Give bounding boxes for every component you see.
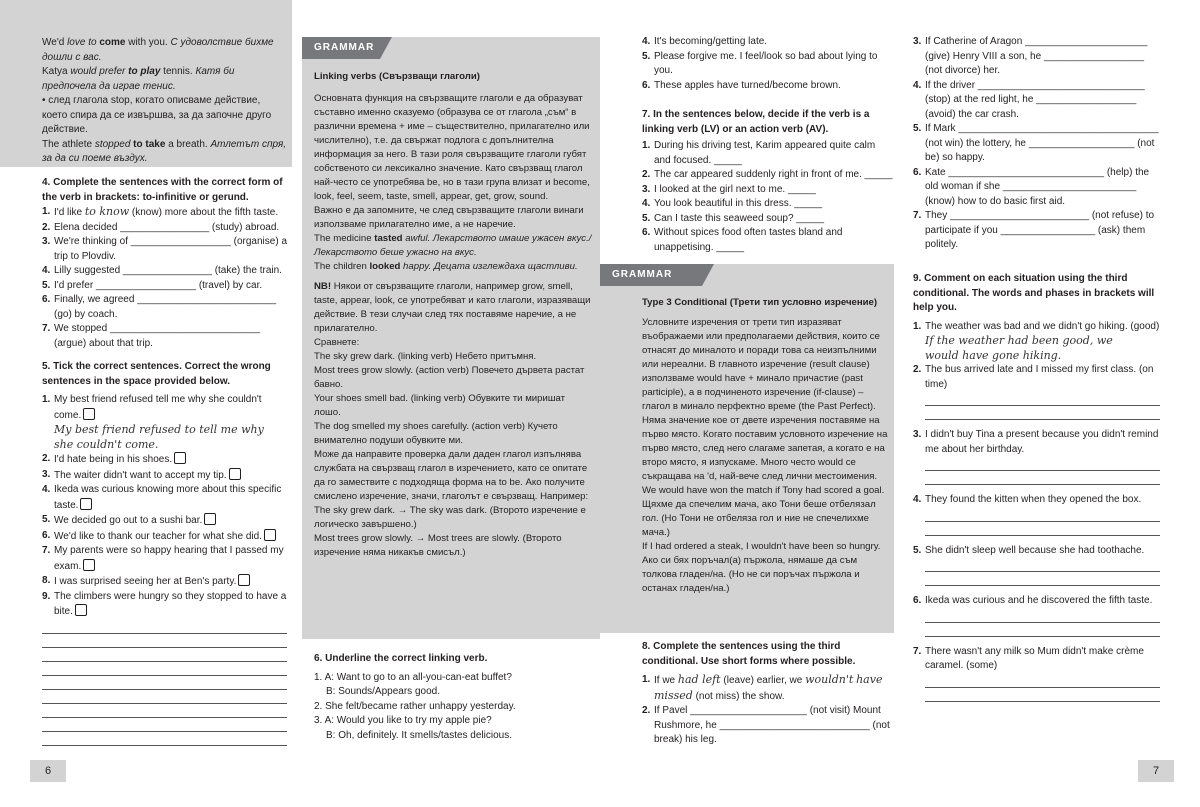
handwritten-answer: My best friend refused to tell me why (54, 423, 264, 436)
list-item: 3. The waiter didn't want to accept my tip. (42, 468, 287, 484)
handwritten-answer: had left (677, 673, 721, 686)
list-item: 7. There wasn't any milk so Mum didn't make crème caramel. (some) (913, 645, 1144, 671)
list-item: 3. I looked at the girl next to me. _____ (642, 183, 816, 195)
list-item: 1. During his driving test, Karim appeared quite calm and focused. _____ (642, 140, 876, 166)
list-item: 5. I'd prefer __________________ (travel) by car. (42, 279, 263, 291)
list-item: 5. Please forgive me. I feel/look so bad about lying to you. (642, 50, 878, 76)
exercise-4 (42, 176, 287, 351)
list-item: 4. Ikeda was curious knowing more about this specific taste. (42, 484, 282, 511)
list-item: 6. Without spices food often tastes bland and unappetising. _____ (642, 227, 843, 253)
list-item: 7. We stopped ___________________________ (argue) about that trip. (42, 323, 261, 349)
answer-lines[interactable] (913, 508, 1160, 536)
tick-box[interactable] (83, 408, 95, 420)
list-item: 7. They _________________________ (not refuse) to participate if you _________________ (ask) them politely. (913, 210, 1155, 250)
list-item: 4. If the driver ______________________________ (stop) at the red light, he __________________ (avoid) the car crash. (913, 79, 1145, 120)
list-item: 5. She didn't sleep well because she had toothache. (913, 544, 1145, 556)
grammar-linking-text: Linking verbs (Свързващи глаголи) Основната функция на свързващите глаголи е да образуват съставно именно сказуемо (образува се от глагола „съм“ в различни времена + име – съществително, прилагателно или числително), т.е. да свържат подлога с допълнителна информация за него. В тази роля свързващите глаголи губят собственото си лексикално значение. Като свързващ глагол най-често се употребява be, но в тази група влизат и become, look, feel, seem, taste, smell, appear, get, grow, sound. Важно е да запомните, че след свързващите глаголи винаги използваме прилагателно име, а не наречие. The medicine tasted awful. Лекарството имаше ужасен вкус./Лекарството беше ужасно на вкус. The children looked happy. Децата изглеждаха щастливи. NB! Някои от свързващите глаголи, например grow, smell, taste, appear, look, се употребяват и като глаголи, изразяващи действие. В тези случаи след тях поставяме наречие, а не прилагателно. Сравнете: The sky grew dark. (linking verb) Небето притъмня. Most trees grow slowly. (action verb) Повечето дървета растат бавно. Your shoes smell bad. (linking verb) Обувките ти миришат лошо. The dog smelled my shoes carefully. (action verb) Кучето внимателно подуши обувките ми. Може да направите проверка дали даден глагол изпълнява службата на свързващ глагол в изречението, като се опитате да го замествите с подходяща форма на to be. Ако получите смислено изречение, значи, глаголът е свързващ. Например: The sky grew dark. → The sky was dark. (Второто изречение е логическо завършено.) Most trees grow slowly. → Most trees are slowly. (Второто изречение няма никакъв смисъл.) (314, 71, 592, 558)
answer-lines[interactable] (42, 620, 287, 746)
exercise-8-title: 8. Complete the sentences using the third conditional. Use short forms where possible. (642, 641, 856, 667)
handwritten-answer: have missed (654, 673, 883, 702)
handwritten-answer: wouldn't (805, 673, 854, 686)
list-item: 1. My best friend refused tell me why she couldn't come. (42, 394, 262, 421)
list-item: 7. My parents were so happy hearing that I passed my exam. (42, 545, 284, 572)
list-item: 3. We're thinking of __________________ (organise) a trip to Plovdiv. (42, 236, 288, 262)
exercise-8-continued (913, 35, 1160, 253)
list-item: 4. It's becoming/getting late. (642, 36, 768, 47)
exercise-6-continued (642, 35, 892, 93)
grammar-badge: GRAMMAR (600, 264, 702, 286)
list-item: 4. They found the kitten when they opened the box. (913, 494, 1142, 505)
exercise-9-title: 9. Comment on each situation using the third conditional. The words and phases in brackets will help you. (913, 273, 1155, 313)
page-number-left: 6 (30, 760, 66, 782)
exercise-8 (642, 640, 894, 748)
grammar-conditional-text: Type 3 Conditional (Трети тип условно изречение) Условните изречения от трети тип изразяват въображаеми или предполагаеми действия, които се отнасят до миналото и поради това са неизпълними или нереални. В главното изречение (result clause) използваме would have + минало причастие (past participle), а в подчиненото изречение (if-clause) – глагол в минало перфектно време (the Past Perfect). Няма значение кое от двете изречения поставяме на първо място. Когато поставим условното изречение на първо място, след него слагаме запетая, а когато е на второ място, я изпускаме. Много често would се съкращава на 'd, най-вече след лични местоимения. We would have won the match if Tony had scored a goal. Щяхме да спечелим мача, ако Тони беше отбелязал гол. (Но Тони не отбеляза гол и ние не спечелихме мача.) If I had ordered a steak, I wouldn't have been so hungry. Ако си бях поръчал(а) пържола, нямаше да съм толкова гладен/на. (Но не си поръчах пържола и останах гладен/на.) (642, 297, 888, 594)
list-item: 1. If we had left (leave) earlier, we wouldn't have missed (not miss) the show. (642, 673, 883, 702)
answer-lines[interactable] (913, 558, 1160, 586)
exercise-6-title: 6. Underline the correct linking verb. (314, 653, 488, 664)
answer-lines[interactable] (913, 392, 1160, 420)
list-item: 6. Finally, we agreed _________________________ (go) by coach. (42, 294, 277, 320)
tick-box[interactable] (174, 452, 186, 464)
tick-box[interactable] (75, 604, 87, 616)
grammar-heading: Type 3 Conditional (Трети тип условно изречение) (642, 297, 878, 308)
exercise-4-title: 4. Complete the sentences with the correct form of the verb in brackets: to-infinitive or gerund. (42, 177, 283, 203)
list-item: 2. The bus arrived late and I missed my first class. (on time) (913, 364, 1154, 390)
list-item: 6. Ikeda was curious and he discovered the fifth taste. (913, 595, 1153, 606)
exercise-6: 6. Underline the correct linking verb. 1. A: Want to go to an all-you-can-eat buffet? B: Sounds/Appears good. 2. She felt/became rather unhappy yesterday. 3. A: Would you like to try my apple pie? B: Oh, definitely. It smells/tastes delicious. (314, 652, 594, 743)
exercise-7-title: 7. In the sentences below, decide if the verb is a linking verb (LV) or an action verb (AV). (642, 109, 870, 135)
list-item: 6. We'd like to thank our teacher for what she did. (42, 529, 287, 545)
list-item: 4. Lilly suggested ________________ (take) the train. (42, 265, 282, 276)
exercise-5-title: 5. Tick the correct sentences. Correct the wrong sentences in the space provided below. (42, 361, 271, 387)
tick-box[interactable] (83, 559, 95, 571)
tick-box[interactable] (80, 498, 92, 510)
handwritten-answer: to know (84, 205, 130, 218)
grammar-heading: Linking verbs (Свързващи глаголи) (314, 71, 480, 82)
list-item: 8. I was surprised seeing her at Ben's party. (42, 574, 287, 590)
list-item: 5. Can I taste this seaweed soup? _____ (642, 212, 825, 224)
exercise-5 (42, 360, 287, 746)
answer-lines[interactable] (913, 609, 1160, 637)
exercise-7 (642, 108, 894, 255)
list-item: 2. I'd hate being in his shoes. (42, 452, 287, 468)
tick-box[interactable] (204, 513, 216, 525)
list-item: 1. I'd like to know (know) more about the fifth taste. (42, 205, 279, 218)
list-item: 2. If Pavel _____________________ (not visit) Mount Rushmore, he ___________________________ (not break) his leg. (642, 705, 890, 745)
list-item: 2. Elena decided ________________ (study) abroad. (42, 221, 280, 233)
list-item: 3. If Catherine of Aragon ______________________ (give) Henry VIII a son, he __________________ (not divorce) her. (913, 36, 1148, 76)
list-item: 6. Kate ____________________________ (help) the old woman if she ________________________ (know) how to do basic first aid. (913, 166, 1150, 207)
list-item: 5. If Mark ____________________________________ (not win) the lottery, he ___________________ (not be) so happy. (913, 123, 1159, 163)
answer-lines[interactable] (913, 457, 1160, 485)
grammar-badge: GRAMMAR (302, 37, 380, 59)
list-item: 9. The climbers were hungry so they stopped to have a bite. (42, 590, 287, 617)
list-item: 3. I didn't buy Tina a present because you didn't remind me about her birthday. (913, 429, 1159, 455)
list-item: 1. The weather was bad and we didn't go hiking. (good) (913, 320, 1160, 332)
tick-box[interactable] (238, 574, 250, 586)
list-item: 2. The car appeared suddenly right in front of me. _____ (642, 169, 893, 180)
tick-box[interactable] (229, 468, 241, 480)
handwritten-answer: If the weather had been good, we (925, 334, 1113, 347)
tick-box[interactable] (264, 529, 276, 541)
handwritten-answer: she couldn't come. (54, 437, 159, 451)
handwritten-answer: would have gone hiking. (925, 348, 1062, 362)
intro-text: We'd love to come with you. С удоволствие бихме дошли с вас. Katya would prefer to play tennis. Катя би предпочела да играе тенис. • след глагола stop, когато описваме действие, което спира да се извършва, за да започне друго действие. The athlete stopped to take a breath. Атлетът спря, за да си поеме въздух. (42, 37, 287, 164)
list-item: 5. We decided go out to a sushi bar. (42, 513, 287, 529)
answer-lines[interactable] (913, 674, 1160, 702)
page-number-right: 7 (1138, 760, 1174, 782)
exercise-9 (913, 272, 1160, 702)
list-item: 4. You look beautiful in this dress. _____ (642, 198, 823, 209)
list-item: 6. These apples have turned/become brown. (642, 79, 841, 91)
